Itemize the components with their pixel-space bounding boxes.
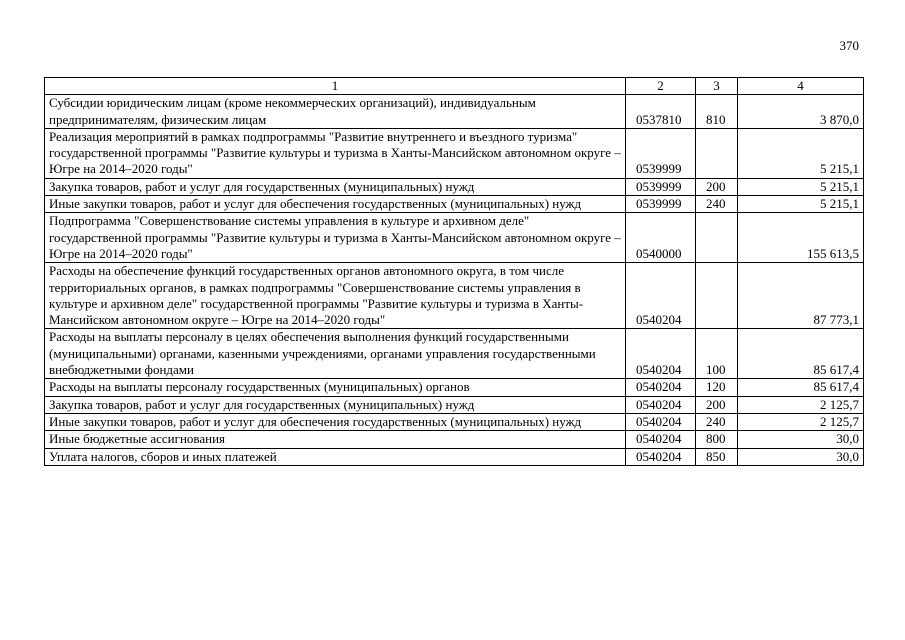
row-amount: 30,0 <box>738 431 864 448</box>
row-code: 0539999 <box>626 128 696 178</box>
row-amount: 3 870,0 <box>738 95 864 129</box>
column-header-1: 1 <box>45 78 626 95</box>
row-name: Расходы на выплаты персоналу в целях обеспечения выполнения функций государственными (муниципальными) органами, казенными учреждениями, органами управления государственными внебюджетными фондами <box>45 329 626 379</box>
row-amount: 155 613,5 <box>738 213 864 263</box>
table-row <box>45 431 864 448</box>
table-row <box>45 128 864 178</box>
row-type <box>696 213 738 263</box>
row-type: 800 <box>696 431 738 448</box>
column-header-2: 2 <box>626 78 696 95</box>
table-row <box>45 95 864 129</box>
page-number: 370 <box>839 38 859 53</box>
row-name: Иные бюджетные ассигнования <box>45 431 626 448</box>
row-name: Закупка товаров, работ и услуг для государственных (муниципальных) нужд <box>45 396 626 413</box>
row-name: Подпрограмма "Совершенствование системы управления в культуре и архивном деле" государственной программы "Развитие культуры и туризма в Ханты-Мансийском автономном округе – Югре на 2014–2020 годы" <box>45 213 626 263</box>
row-code: 0537810 <box>626 95 696 129</box>
table-row <box>45 329 864 379</box>
row-type: 120 <box>696 379 738 396</box>
row-amount: 30,0 <box>738 448 864 465</box>
row-name: Уплата налогов, сборов и иных платежей <box>45 448 626 465</box>
table-row <box>45 413 864 430</box>
row-type: 200 <box>696 178 738 195</box>
table-row <box>45 396 864 413</box>
row-name: Иные закупки товаров, работ и услуг для обеспечения государственных (муниципальных) нужд <box>45 196 626 213</box>
row-code: 0540204 <box>626 396 696 413</box>
row-name: Расходы на выплаты персоналу государственных (муниципальных) органов <box>45 379 626 396</box>
row-type <box>696 128 738 178</box>
row-code: 0540204 <box>626 263 696 329</box>
table-row <box>45 213 864 263</box>
row-amount: 5 215,1 <box>738 196 864 213</box>
row-amount: 85 617,4 <box>738 379 864 396</box>
row-type: 240 <box>696 413 738 430</box>
row-code: 0540204 <box>626 448 696 465</box>
row-amount: 2 125,7 <box>738 396 864 413</box>
budget-table <box>44 77 864 466</box>
row-code: 0540204 <box>626 379 696 396</box>
row-type: 240 <box>696 196 738 213</box>
column-header-4: 4 <box>738 78 864 95</box>
row-type: 200 <box>696 396 738 413</box>
row-type: 810 <box>696 95 738 129</box>
table-row <box>45 379 864 396</box>
row-name: Реализация мероприятий в рамках подпрограммы "Развитие внутреннего и въездного туризма" государственной программы "Развитие культуры и туризма в Ханты-Мансийском автономном округе – Югре на 2014–2020 годы" <box>45 128 626 178</box>
row-code: 0539999 <box>626 196 696 213</box>
table-row <box>45 196 864 213</box>
row-type <box>696 263 738 329</box>
row-type: 850 <box>696 448 738 465</box>
row-code: 0540204 <box>626 413 696 430</box>
table-row <box>45 178 864 195</box>
row-amount: 85 617,4 <box>738 329 864 379</box>
row-amount: 87 773,1 <box>738 263 864 329</box>
row-code: 0540204 <box>626 329 696 379</box>
table-row <box>45 448 864 465</box>
row-type: 100 <box>696 329 738 379</box>
row-amount: 2 125,7 <box>738 413 864 430</box>
column-header-3: 3 <box>696 78 738 95</box>
table-row <box>45 263 864 329</box>
row-name: Иные закупки товаров, работ и услуг для обеспечения государственных (муниципальных) нужд <box>45 413 626 430</box>
row-name: Субсидии юридическим лицам (кроме некоммерческих организаций), индивидуальным предпринимателям, физическим лицам <box>45 95 626 129</box>
row-code: 0540204 <box>626 431 696 448</box>
row-name: Закупка товаров, работ и услуг для государственных (муниципальных) нужд <box>45 178 626 195</box>
row-code: 0539999 <box>626 178 696 195</box>
table-header-row <box>45 78 864 95</box>
row-amount: 5 215,1 <box>738 128 864 178</box>
row-amount: 5 215,1 <box>738 178 864 195</box>
row-name: Расходы на обеспечение функций государственных органов автономного округа, в том числе территориальных органов, в рамках подпрограммы "Совершенствование системы управления в культуре и архивном деле" государственной программы "Развитие культуры и туризма в Ханты-Мансийском автономном округе – Югре на 2014–2020 годы" <box>45 263 626 329</box>
row-code: 0540000 <box>626 213 696 263</box>
